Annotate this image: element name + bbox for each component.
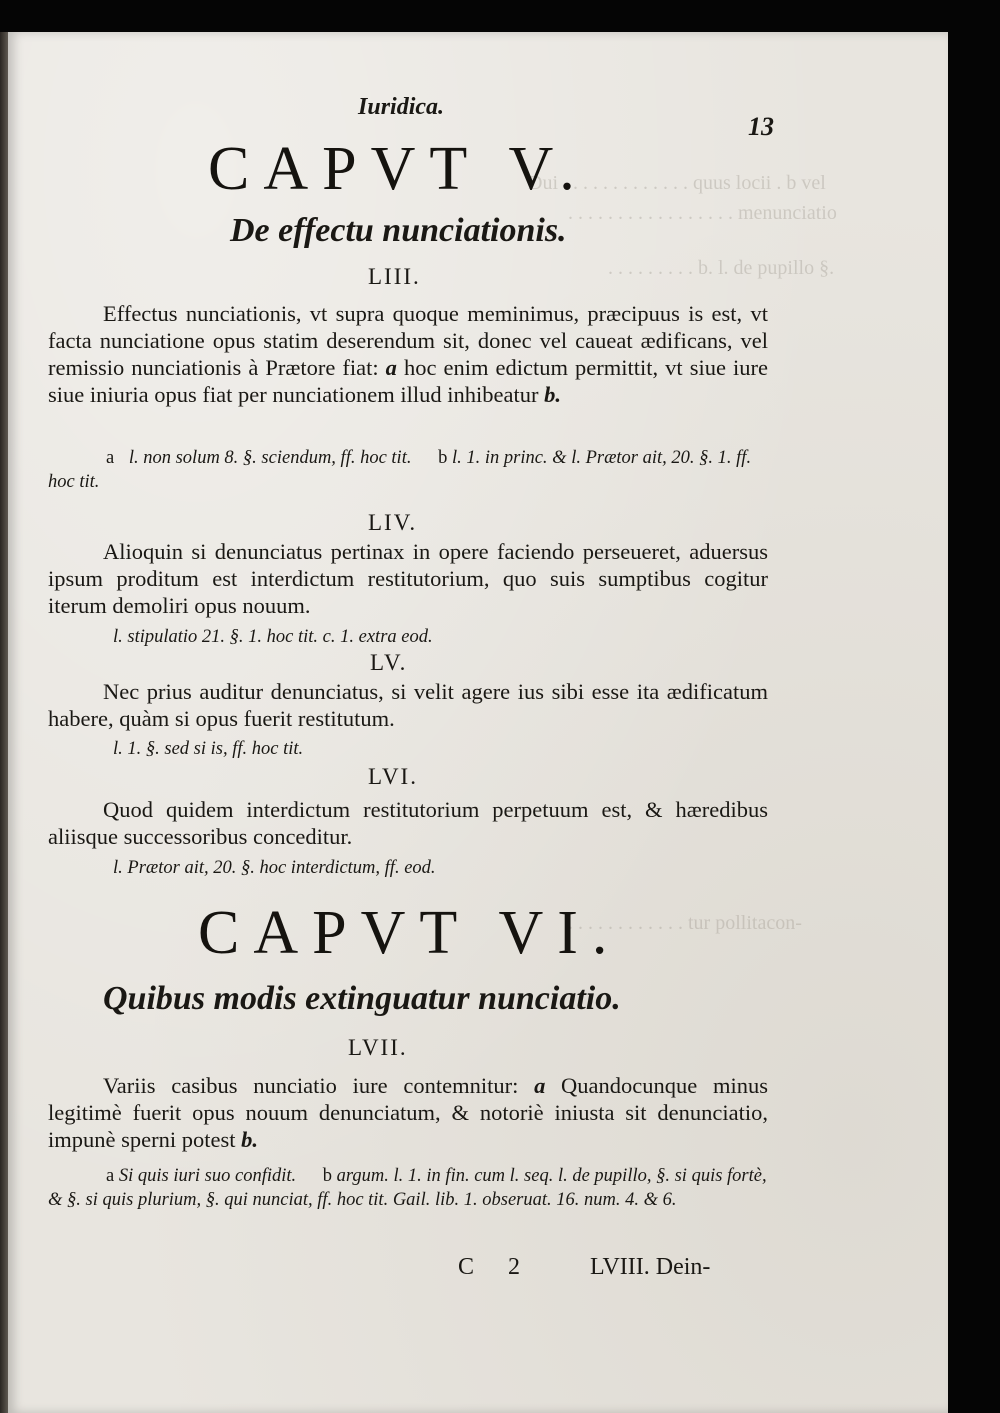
section-paragraph: Variis casibus nunciatio iure contemnitur: a Quandocunque minus legitimè fuerit opus nouum denunciatum, & notoriè iniusta sit denunciatio, impunè sperni potest b. bbox=[48, 1073, 768, 1152]
bleed-through: . . . . . . . . . . . . tur pollitacon- bbox=[568, 912, 802, 934]
bleed-through: . . . . . . . . . b. l. de pupillo §. bbox=[608, 257, 835, 279]
bleed-through: Dui . . . . . . . . . . . . . quus locii . b vel bbox=[528, 172, 826, 194]
marginal-note: a l. non solum 8. §. sciendum, ff. hoc tit. b l. 1. in princ. & l. Prætor ait, 20. §. 1. ff. hoc tit. bbox=[48, 448, 752, 492]
footnote-marker-a: a bbox=[385, 355, 397, 380]
bleed-through: . . . . . . . . . . . . . . . . . menunciatio bbox=[568, 202, 837, 224]
marginal-note: l. 1. §. sed si is, ff. hoc tit. bbox=[113, 739, 304, 759]
section-numeral: LVI. bbox=[368, 764, 418, 789]
footnote-marker-a: a bbox=[534, 1073, 546, 1098]
catchword: LVIII. Dein- bbox=[590, 1254, 711, 1280]
section-numeral: LV. bbox=[370, 650, 408, 675]
page-number: 13 bbox=[748, 112, 774, 141]
section-numeral: LIV. bbox=[368, 510, 418, 535]
running-head: Iuridica. bbox=[358, 94, 445, 120]
footnote-marker-b: b. bbox=[544, 382, 562, 407]
section-numeral: LVII. bbox=[348, 1035, 408, 1060]
chapter-subtitle: De effectu nunciationis. bbox=[230, 212, 567, 249]
section-paragraph: Effectus nunciationis, vt supra quoque meminimus, præcipuus is est, vt facta nunciatione opus statim deserendum sit, donec vel caueat ædificans, vel remissio nunciationis à Prætore fiat: a hoc enim edictum permittit, vt siue iure siue iniuria opus fiat per nunciationem illud inhibeatur b. bbox=[48, 301, 768, 407]
marginal-note: l. Prætor ait, 20. §. hoc interdictum, ff. eod. bbox=[113, 858, 436, 878]
marginal-note: a Si quis iuri suo confidit. b argum. l. 1. in fin. cum l. seq. l. de pupillo, §. si quis fortè, & §. si quis plurium, §. qui nunciat, ff. hoc tit. Gail. lib. 1. obseruat. 16. num. 4. & 6. bbox=[48, 1166, 767, 1210]
section-paragraph: Quod quidem interdictum restitutorium perpetuum est, & hæredibus aliisque successoribus conceditur. bbox=[48, 797, 768, 849]
chapter-heading: CAPVT VI. bbox=[198, 899, 622, 967]
marginal-note: l. stipulatio 21. §. 1. hoc tit. c. 1. extra eod. bbox=[113, 627, 433, 647]
section-paragraph: Nec prius auditur denunciatus, si velit agere ius sibi esse ita ædificatum habere, quàm si opus fuerit restitutum. bbox=[48, 679, 768, 731]
section-paragraph: Alioquin si denunciatus pertinax in opere faciendo perseueret, aduersus ipsum proditum est interdictum restitutorium, quo suis sumptibus cogitur iterum demoliri opus nouum. bbox=[48, 539, 768, 618]
chapter-heading: CAPVT V. bbox=[208, 135, 589, 203]
chapter-subtitle: Quibus modis extinguatur nunciatio. bbox=[103, 980, 621, 1017]
footnote-marker-b: b. bbox=[241, 1127, 258, 1152]
signature-mark: C 2 bbox=[458, 1254, 521, 1280]
section-numeral: LIII. bbox=[368, 264, 421, 289]
book-page bbox=[8, 32, 948, 1413]
